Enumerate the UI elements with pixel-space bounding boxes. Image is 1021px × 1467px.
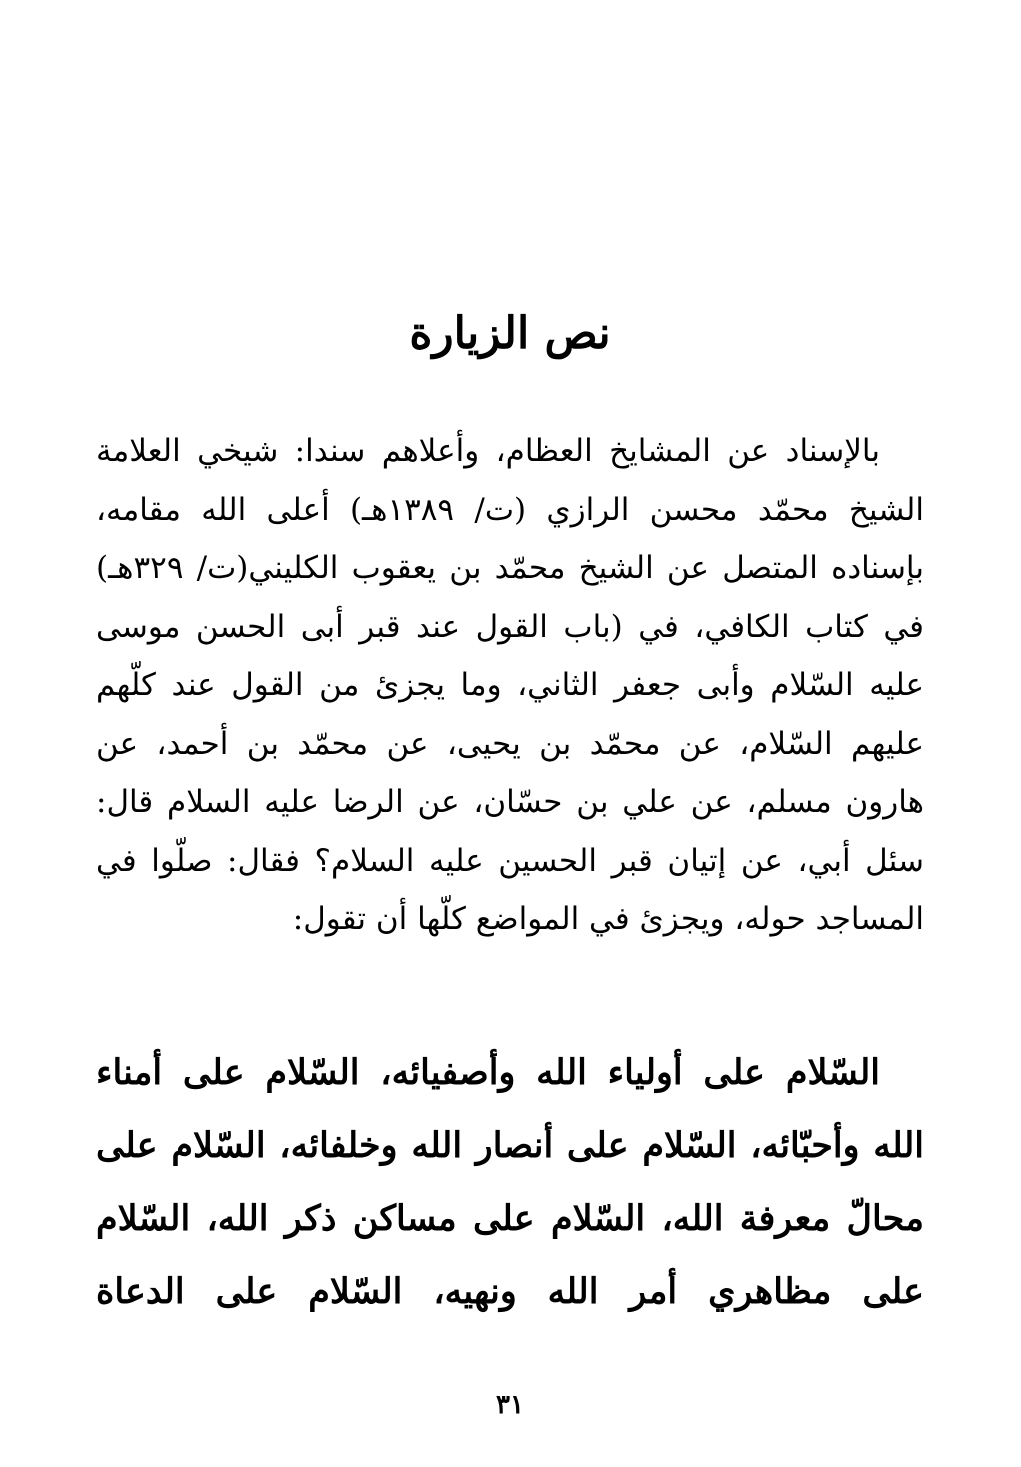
page-number: ٣١ [496, 1390, 524, 1420]
intro-paragraph: بالإسناد عن المشايخ العظام، وأعلاهم سندا: شيخي العلامة الشيخ محمّد محسن الرازي (ت/ ١٣٨٩هـ) أعلى الله مقامه، بإسناده المتصل عن الشيخ محمّد بن يعقوب الكليني(ت/ ٣٢٩هـ) في كتاب الكافي، في (باب القول عند قبر أبى الحسن موسى عليه السّلام وأبى جعفر الثاني، وما يجزئ من القول عند كلّهم عليهم السّلام، عن محمّد بن يحيى، عن محمّد بن أحمد، عن هارون مسلم، عن علي بن حسّان، عن الرضا عليه السلام قال: سئل أبي، عن إتيان قبر الحسين عليه السلام؟ فقال: صلّوا في المساجد حوله، ويجزئ في المواضع كلّها أن تقول: [96, 433, 924, 937]
book-page [96, 0, 924, 1467]
page-title: نص الزيارة [409, 308, 611, 360]
ziyara-text: السّلام على أولياء الله وأصفيائه، السّلام على أمناء الله وأحبّائه، السّلام على أنصار الله وخلفائه، السّلام على محالّ معرفة الله، السّلام على مساكن ذكر الله، السّلام على مظاهري أمر الله ونهيه، السّلام على الدعاة [96, 1052, 924, 1312]
